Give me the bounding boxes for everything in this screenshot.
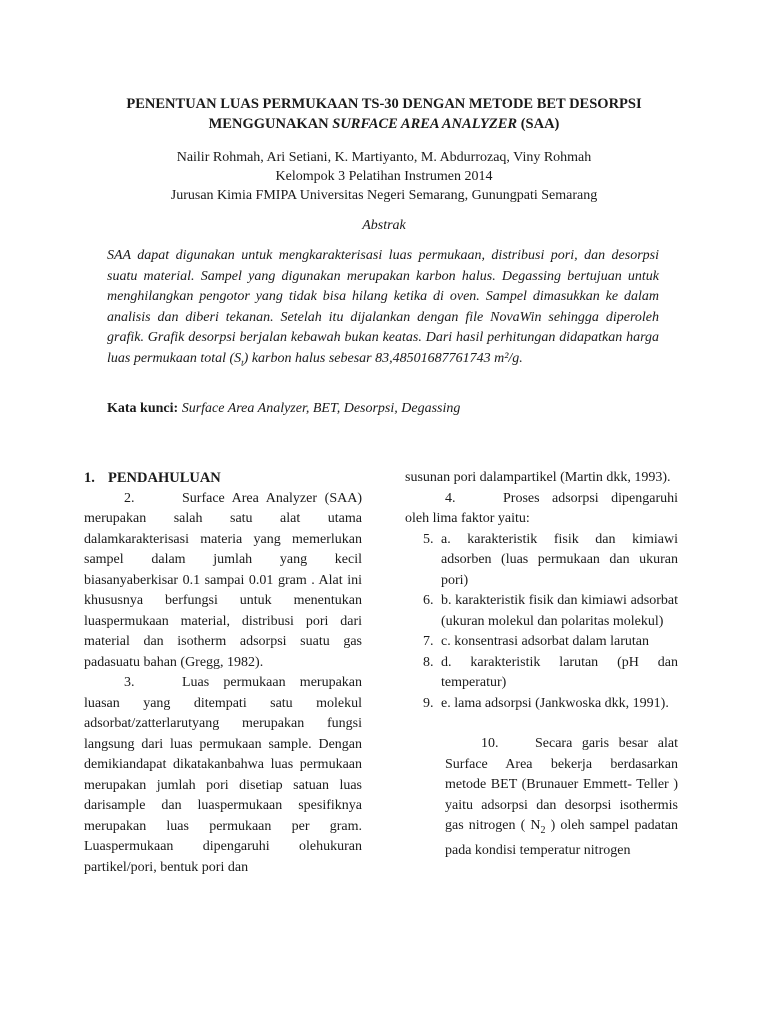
list-item: 8. d. karakteristik larutan (pH dan temperatur) xyxy=(423,654,678,690)
keywords-label: Kata kunci: xyxy=(107,401,179,416)
paper-title xyxy=(60,94,708,134)
factor-list xyxy=(405,530,678,715)
title-line-2: MENGGUNAKAN SURFACE AREA ANALYZER (SAA) xyxy=(208,116,560,132)
title-line-1: PENENTUAN LUAS PERMUKAAN TS-30 DENGAN METODE BET DESORPSI xyxy=(126,96,642,112)
abstract-heading: Abstrak xyxy=(362,218,406,233)
keywords xyxy=(107,401,460,417)
right-column xyxy=(405,468,678,862)
paragraph-10: 10. Secara garis besar alat Surface Area bekerja berdasarkan metode BET (Brunauer Emmett- Teller ) yaitu adsorpsi dan desorpsi isothermis gas nitrogen ( $N_2$ ) oleh sampel padatan pada kondisi temperatur nitrogen xyxy=(445,736,678,859)
list-item: 9. e. lama adsorpsi (Jankwoska dkk, 1991). xyxy=(423,695,669,711)
list-item: 6. b. karakteristik fisik dan kimiawi adsorbat (ukuran molekul dan polaritas molekul) xyxy=(423,593,678,629)
abstract-body: SAA dapat digunakan untuk mengkarakterisasi luas permukaan, distribusi pori, dan desorpsi suatu material. Sampel yang digunakan merupakan karbon halus. Degassing bertujuan untuk menghilangkan pengotor yang tidak bisa hilang ketika di oven. Sampel dimasukkan ke dalam analisis dan diberi tekanan. Setelah itu dijalankan dengan file NovaWin sehingga diperoleh grafik. Grafik desorpsi berjalan kebawah bukan keatas. Dari hasil perhitungan didapatkan harga luas permukaan total $(S_t)$ karbon halus sebesar 83,48501687761743 m²/g. xyxy=(107,248,659,368)
author-group: Kelompok 3 Pelatihan Instrumen 2014 xyxy=(275,169,493,184)
paragraph-4: 4. Proses adsorpsi dipengaruhi oleh lima faktor yaitu: xyxy=(405,490,678,526)
author-names: Nailir Rohmah, Ari Setiani, K. Martiyanto, M. Abdurrozaq, Viny Rohmah xyxy=(176,150,592,165)
author-block xyxy=(60,148,708,205)
paragraph-3: 3. Luas permukaan merupakan luasan yang ditempati satu molekul adsorbat/zatterlarutyang merupakan fungsi langsung dari luas permukaan sample. Dengan demikiandapat dikatakanbahwa luas permukaan merupakan jumlah pori disetiap satuan luas darisample dan luaspermukaan spesifiknya merupakan luas permukaan per gram. Luaspermukaan dipengaruhi olehukuran partikel/pori, bentuk pori dan xyxy=(84,675,362,875)
author-affiliation: Jurusan Kimia FMIPA Universitas Negeri Semarang, Gunungpati Semarang xyxy=(170,188,598,203)
left-column xyxy=(84,468,362,878)
keywords-values: Surface Area Analyzer, BET, Desorpsi, Degassing xyxy=(178,401,461,416)
paragraph-2: 2. Surface Area Analyzer (SAA) merupakan salah satu alat utama dalamkarakterisasi materia yang memerlukan sampel dalam jumlah yang kecil biasanyaberkisar 0.1 sampai 0.01 gram . Alat ini khususnya berfungsi untuk menentukan luaspermukaan material, distribusi pori dari material dan isotherm adsorpsi suatu gas padasuatu bahan (Gregg, 1982). xyxy=(84,490,362,670)
list-item: 7. c. konsentrasi adsorbat dalam larutan xyxy=(423,634,649,649)
paragraph-continuation: susunan pori dalampartikel (Martin dkk, 1993). xyxy=(405,470,671,485)
section-heading: 1. PENDAHULUAN xyxy=(84,470,221,486)
list-item: 5. a. karakteristik fisik dan kimiawi adsorben (luas permukaan dan ukuran pori) xyxy=(423,531,678,588)
